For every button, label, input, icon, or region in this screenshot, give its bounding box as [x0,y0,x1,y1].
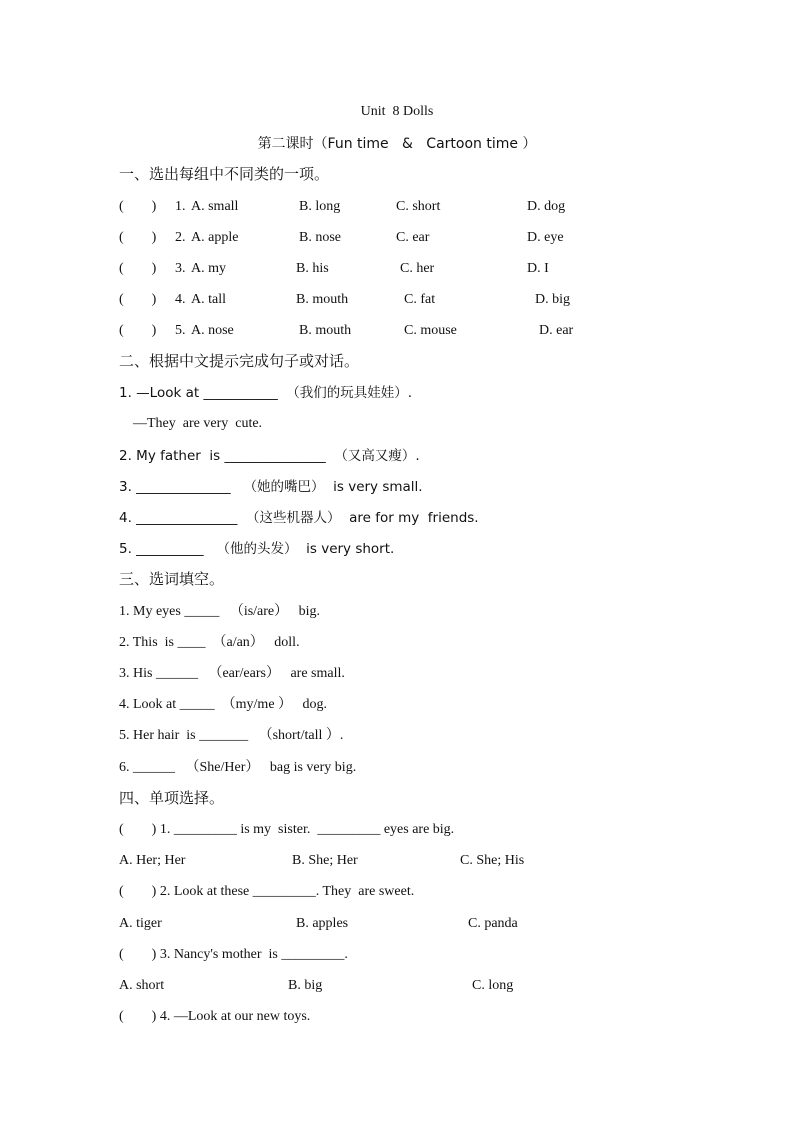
question-number: 2. [175,230,186,245]
option-b: B. mouth [296,292,349,307]
section3-line-3[interactable]: 3. His ______ （ear/ears） are small. [119,666,345,681]
option-c: C. short [396,199,441,214]
answer-paren[interactable]: ( ) [119,292,157,307]
option-c: C. fat [404,292,436,307]
answer-paren[interactable]: ( ) [119,323,157,338]
section3-line-2[interactable]: 2. This is ____ （a/an） doll. [119,635,300,650]
question-number: 3. [175,261,186,276]
worksheet-subtitle: 第二课时（Fun time & Cartoon time ） [257,136,537,152]
option-b: B. long [299,199,341,214]
option-c: C. She; His [460,853,525,868]
option-b: B. She; Her [292,853,358,868]
option-b: B. apples [296,916,349,931]
option-a: A. apple [191,230,239,245]
option-d: D. dog [527,199,566,214]
question-stem[interactable]: ( ) 2. Look at these _________. They are sweet. [119,884,415,899]
option-a: A. nose [191,323,234,338]
section2-line-4[interactable]: 3. ______________ （她的嘴巴） is very small. [119,479,423,495]
section2-heading: 二、根据中文提示完成句子或对话。 [119,352,360,370]
option-a: A. my [191,261,226,276]
option-a: A. short [119,978,165,993]
option-d: D. I [527,261,549,276]
option-d: D. ear [539,323,574,338]
question-stem[interactable]: ( ) 1. _________ is my sister. _________ eyes are big. [119,822,455,837]
option-b: B. nose [299,230,341,245]
answer-paren[interactable]: ( ) [119,261,157,276]
section2-line-1[interactable]: 1. —Look at ___________ （我们的玩具娃娃）. [119,385,413,401]
option-c: C. panda [468,916,518,931]
option-d: D. eye [527,230,564,245]
option-c: C. her [400,261,435,276]
option-b: B. big [288,978,323,993]
section2-line-3[interactable]: 2. My father is _______________ （又高又瘦）. [119,448,420,464]
section1-heading: 一、选出每组中不同类的一项。 [119,165,330,183]
question-number: 5. [175,323,186,338]
section4-heading: 四、单项选择。 [119,789,225,807]
option-c: C. long [472,978,514,993]
section2-line-2: —They are very cute. [119,416,263,431]
section3-line-1[interactable]: 1. My eyes _____ （is/are） big. [119,604,321,619]
option-b: B. mouth [299,323,352,338]
option-c: C. mouse [404,323,457,338]
section3-line-4[interactable]: 4. Look at _____ （my/me ） dog. [119,697,328,712]
question-number: 4. [175,292,186,307]
option-b: B. his [296,261,329,276]
option-c: C. ear [396,230,430,245]
option-a: A. tall [191,292,226,307]
option-a: A. Her; Her [119,853,186,868]
option-a: A. tiger [119,916,162,931]
worksheet-title: Unit 8 Dolls [360,104,434,119]
answer-paren[interactable]: ( ) [119,230,157,245]
section3-heading: 三、选词填空。 [119,570,225,588]
section3-line-5[interactable]: 5. Her hair is _______ （short/tall ）. [119,728,344,743]
section2-line-5[interactable]: 4. _______________ （这些机器人） are for my friends. [119,510,479,526]
answer-paren[interactable]: ( ) [119,199,157,214]
question-number: 1. [175,199,186,214]
question-stem[interactable]: ( ) 3. Nancy's mother is _________. [119,947,348,962]
section2-line-6[interactable]: 5. __________ （他的头发） is very short. [119,541,395,557]
section4-question-4-stem[interactable]: ( ) 4. —Look at our new toys. [119,1009,311,1024]
option-a: A. small [191,199,239,214]
section3-line-6[interactable]: 6. ______ （She/Her） bag is very big. [119,760,357,775]
option-d: D. big [535,292,570,307]
